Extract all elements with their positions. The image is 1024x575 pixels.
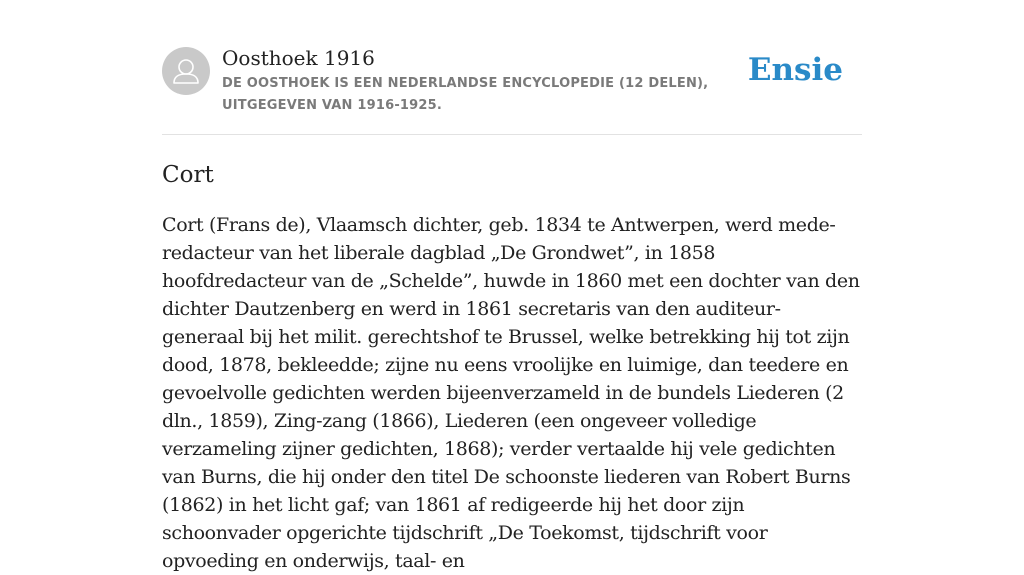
page xyxy=(162,0,862,575)
source-header xyxy=(162,0,862,135)
source-info xyxy=(222,45,762,117)
ensie-logo[interactable]: Ensie xyxy=(747,52,843,88)
user-silhouette-icon[interactable] xyxy=(162,47,210,95)
source-description: DE OOSTHOEK IS EEN NEDERLANDSE ENCYCLOPEDIE (12 DELEN), UITGEGEVEN VAN 1916-1925. xyxy=(222,76,709,113)
source-name[interactable]: Oosthoek 1916 xyxy=(222,46,375,70)
article-body: Cort (Frans de), Vlaamsch dichter, geb. 1834 te Antwerpen, werd mede-redacteur van het liberale dagblad „De Grondwet”, in 1858 hoofdredacteur van de „Schelde”, huwde in 1860 met een dochter van den dichter Dautzenberg en werd in 1861 secretaris van den auditeur-generaal bij het milit. gerechtshof te Brussel, welke betrekking hij tot zijn dood, 1878, bekleedde; zijne nu eens vroolijke en luimige, dan teedere en gevoelvolle gedichten werden bijeenverzameld in de bundels Liederen (2 dln., 1859), Zing-zang (1866), Liederen (een ongeveer volledige verzameling zijner gedichten, 1868); verder vertaalde hij vele gedichten van Burns, die hij onder den titel De schoonste liederen van Robert Burns (1862) in het licht gaf; van 1861 af redigeerde hij het door zijn schoonvader opgerichte tijdschrift „De Toekomst, tijdschrift voor opvoeding en onderwijs, taal- en xyxy=(162,214,860,572)
article-title: Cort xyxy=(162,162,214,188)
